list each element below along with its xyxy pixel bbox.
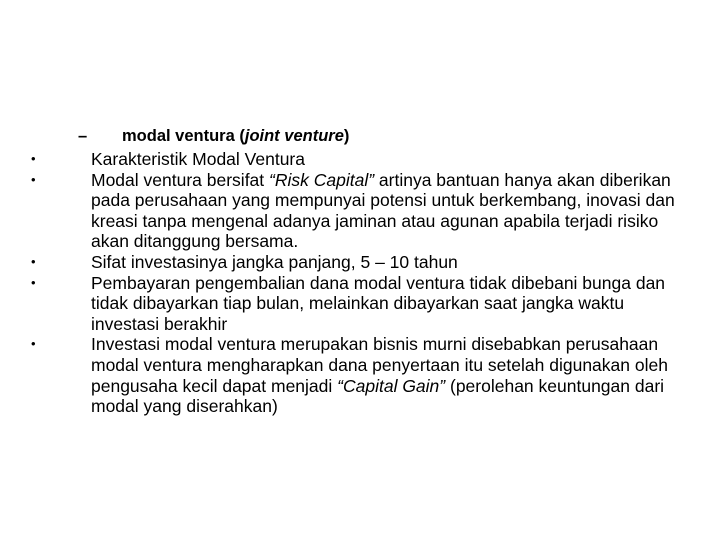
bullet-text-post: (perolehan keuntungan dari modal yang diserahkan) (91, 375, 665, 417)
bullet-text: Karakteristik Modal Ventura (91, 149, 305, 169)
bullet-list (30, 149, 690, 417)
heading-text-after: ) (343, 127, 350, 145)
bullet-text-pre: Modal ventura bersifat (91, 169, 270, 190)
bullet-item-risk-capital (30, 170, 690, 252)
bullet-text-pre: Investasi modal ventura merupakan bisnis murni disebabkan perusahaan modal ventura mengharapkan dana penyertaan itu setelah digunakan oleh pengusaha kecil dapat menjadi (91, 334, 668, 396)
bullet-item-pembayaran (30, 273, 690, 335)
bullet-text: Sifat investasinya jangka panjang, 5 – 10 tahun (91, 251, 458, 272)
bullet-dot-icon: • (31, 171, 36, 187)
bullet-text (91, 170, 690, 252)
heading-text-italic: joint venture (244, 127, 344, 145)
bullet-dot-icon: • (31, 274, 36, 290)
bullet-dot-icon: • (31, 336, 36, 352)
heading-row (78, 126, 349, 146)
bullet-item-sifat-investasi (30, 252, 690, 273)
bullet-text (91, 334, 690, 416)
bullet-item-karakteristik (30, 149, 690, 170)
heading-text-before: modal ventura ( (122, 127, 245, 145)
bullet-dot-icon: • (31, 151, 36, 166)
bullet-text-italic: “Risk Capital” (269, 169, 375, 190)
bullet-text-post: artinya bantuan hanya akan diberikan pada perusahaan yang mempunyai potensi untuk berkembang, inovasi dan kreasi tanpa mengenal adanya jaminan atau agunan apabila terjadi risiko akan ditanggung bersama. (91, 169, 675, 252)
bullet-item-capital-gain (30, 334, 690, 416)
bullet-dot-icon: • (31, 253, 36, 269)
bullet-text-italic: “Capital Gain” (337, 375, 446, 396)
heading-dash: – (78, 127, 88, 145)
bullet-text: Pembayaran pengembalian dana modal ventura tidak dibebani bunga dan tidak dibayarkan tiap bulan, melainkan dibayarkan saat jangka waktu investasi berakhir (91, 272, 666, 334)
